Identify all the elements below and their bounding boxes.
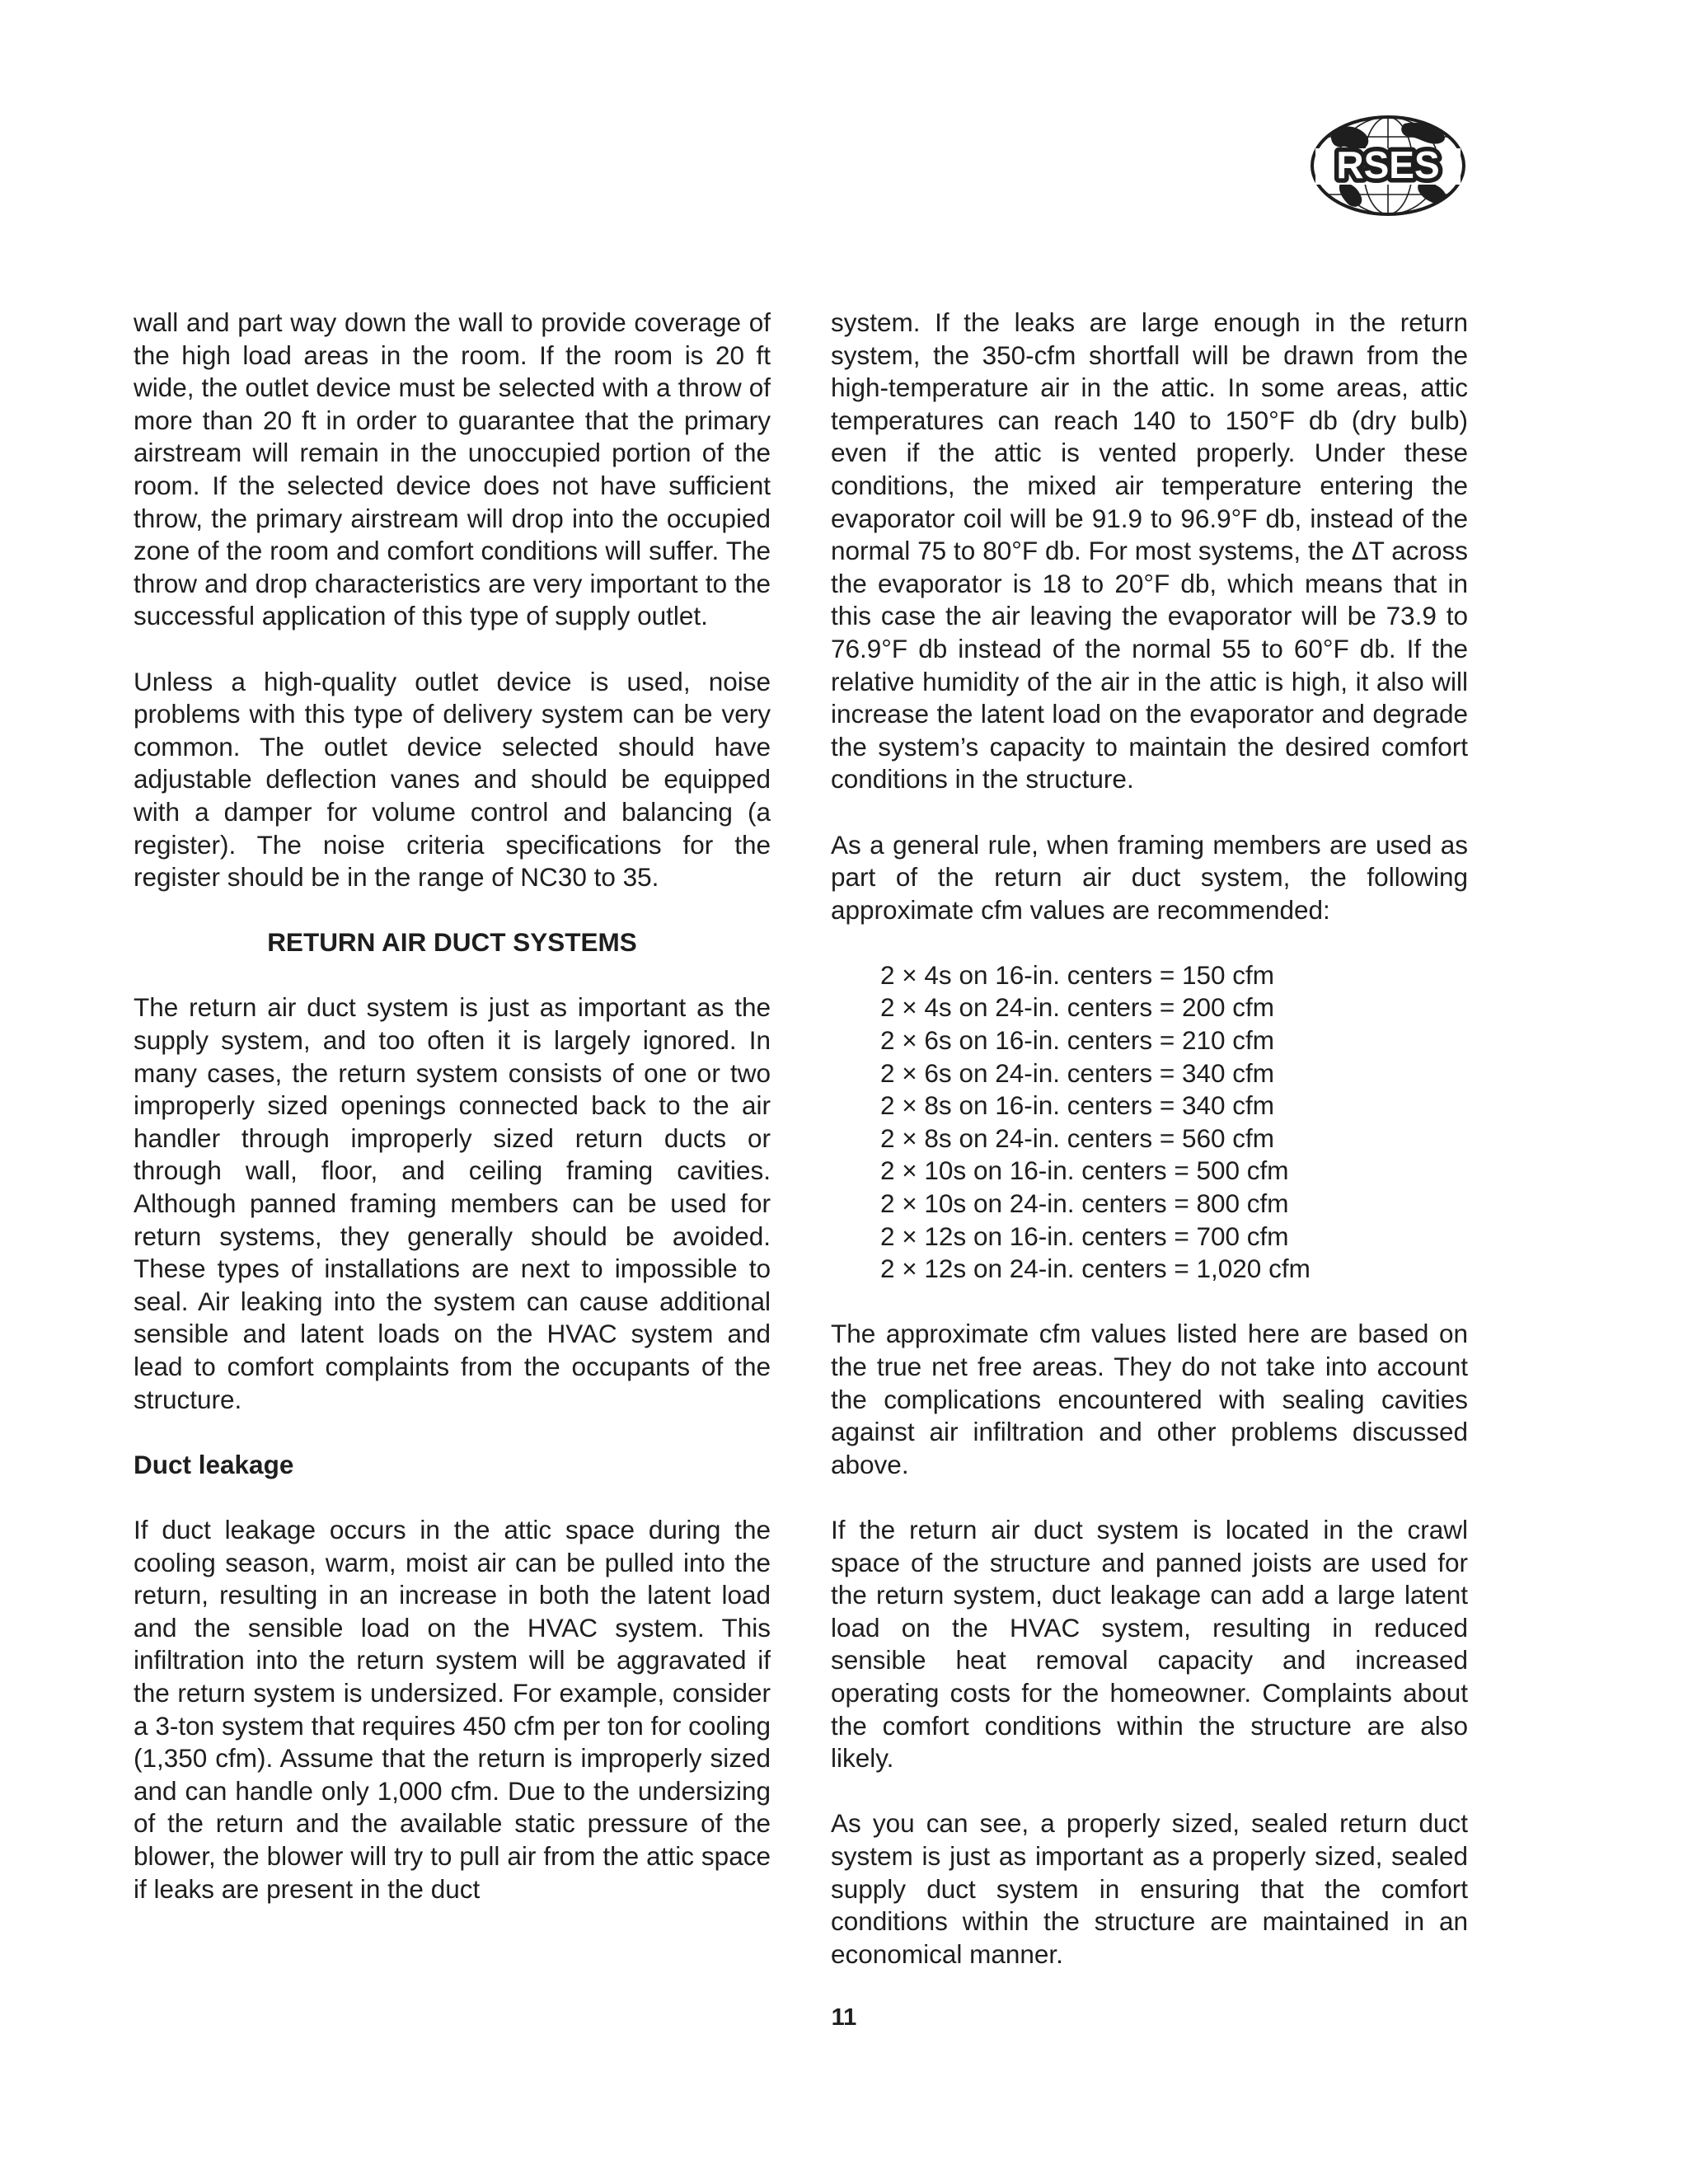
cfm-list-item: 2 × 4s on 16-in. centers = 150 cfm	[880, 959, 1275, 990]
section-heading-return-air-duct-systems: RETURN AIR DUCT SYSTEMS	[267, 927, 637, 958]
right-paragraph-4: If the return air duct system is located in the crawl space of the structure and panned joists are used for the return system, duct leakage can add a large latent load on the HVAC system, resulting in reduced sensible heat removal capacity and increased operating costs for the homeowner. Complaints about the comfort conditions within the structure are also likely.	[831, 1514, 1468, 1774]
right-paragraph-3: The approximate cfm values listed here are based on the true net free areas. They do not take into account the complications encountered with sealing cavities against air infiltration and other problems discussed above.	[831, 1319, 1468, 1479]
right-paragraph-1: system. If the leaks are large enough in the return system, the 350-cfm shortfall will be drawn from the high-temperature air in the attic. In some areas, attic temperatures can reach 140 to 150°F db (dry bulb) even if the attic is vented properly. Under these conditions, the mixed air temperature entering the evaporator coil will be 91.9 to 96.9°F db, instead of the normal 75 to 80°F db. For most systems, the ΔT across the evaporator is 18 to 20°F db, which means that in this case the air leaving the evaporator will be 73.9 to 76.9°F db instead of the normal 55 to 60°F db. If the relative humidity of the air in the attic is high, it also will increase the latent load on the evaporator and degrade the system’s capacity to maintain the desired comfort conditions in the structure.	[831, 307, 1468, 794]
page-number: 11	[831, 2004, 857, 2031]
left-paragraph-1: wall and part way down the wall to provide coverage of the high load areas in the room. If the room is 20 ft wide, the outlet device must be selected with a throw of more than 20 ft in order to guarantee that the primary airstream will remain in the unoccupied portion of the room. If the selected device does not have sufficient throw, the primary airstream will drop into the occupied zone of the room and comfort conditions will suffer. The throw and drop characteristics are very important to the successful application of this type of supply outlet.	[134, 307, 771, 631]
cfm-list-item: 2 × 8s on 16-in. centers = 340 cfm	[880, 1090, 1275, 1121]
cfm-list-item: 2 × 12s on 16-in. centers = 700 cfm	[880, 1221, 1289, 1251]
rses-globe-logo-icon	[1307, 112, 1469, 219]
rses-logo	[1307, 112, 1469, 219]
right-column	[831, 307, 1468, 1971]
cfm-list-item: 2 × 4s on 24-in. centers = 200 cfm	[880, 992, 1275, 1023]
cfm-list-item: 2 × 6s on 16-in. centers = 210 cfm	[880, 1025, 1275, 1056]
left-paragraph-2: Unless a high-quality outlet device is used, noise problems with this type of delivery system can be very common. The outlet device selected should have adjustable deflection vanes and should be equipped with a damper for volume control and balancing (a register). The noise criteria specifications for the register should be in the range of NC30 to 35.	[134, 666, 771, 893]
right-paragraph-2: As a general rule, when framing members are used as part of the return air duct system, the following approximate cfm values are recommended:	[831, 829, 1468, 925]
left-column	[134, 307, 771, 1905]
left-paragraph-4: If duct leakage occurs in the attic space during the cooling season, warm, moist air can be pulled into the return, resulting in an increase in both the latent load and the sensible load on the HVAC system. This infiltration into the return system will be aggravated if the return system is undersized. For example, consider a 3-ton system that requires 450 cfm per ton for cooling (1,350 cfm). Assume that the return is improperly sized and can handle only 1,000 cfm. Due to the undersizing of the return and the available static pressure of the blower, the blower will try to pull air from the attic space if leaks are present in the duct	[134, 1514, 771, 1904]
right-paragraph-5: As you can see, a properly sized, sealed return duct system is just as important as a properly sized, sealed supply duct system in ensuring that the comfort conditions within the structure are maintained in an economical manner.	[831, 1808, 1468, 1969]
cfm-list-item: 2 × 6s on 24-in. centers = 340 cfm	[880, 1057, 1275, 1088]
cfm-list-item: 2 × 10s on 24-in. centers = 800 cfm	[880, 1188, 1289, 1219]
cfm-values-list	[831, 959, 1468, 1286]
cfm-list-item: 2 × 8s on 24-in. centers = 560 cfm	[880, 1122, 1275, 1153]
subheading-duct-leakage: Duct leakage	[134, 1449, 294, 1479]
cfm-list-item: 2 × 12s on 24-in. centers = 1,020 cfm	[880, 1254, 1311, 1284]
left-paragraph-3: The return air duct system is just as important as the supply system, and too often it is largely ignored. In many cases, the return system consists of one or two improperly sized openings connected back to the air handler through improperly sized return ducts or through wall, floor, and ceiling framing cavities. Although panned framing members can be used for return systems, they generally should be avoided. These types of installations are next to impossible to seal. Air leaking into the system can cause additional sensible and latent loads on the HVAC system and lead to comfort complaints from the occupants of the structure.	[134, 992, 771, 1414]
logo-text: RSES	[1336, 143, 1440, 186]
cfm-list-item: 2 × 10s on 16-in. centers = 500 cfm	[880, 1155, 1289, 1186]
